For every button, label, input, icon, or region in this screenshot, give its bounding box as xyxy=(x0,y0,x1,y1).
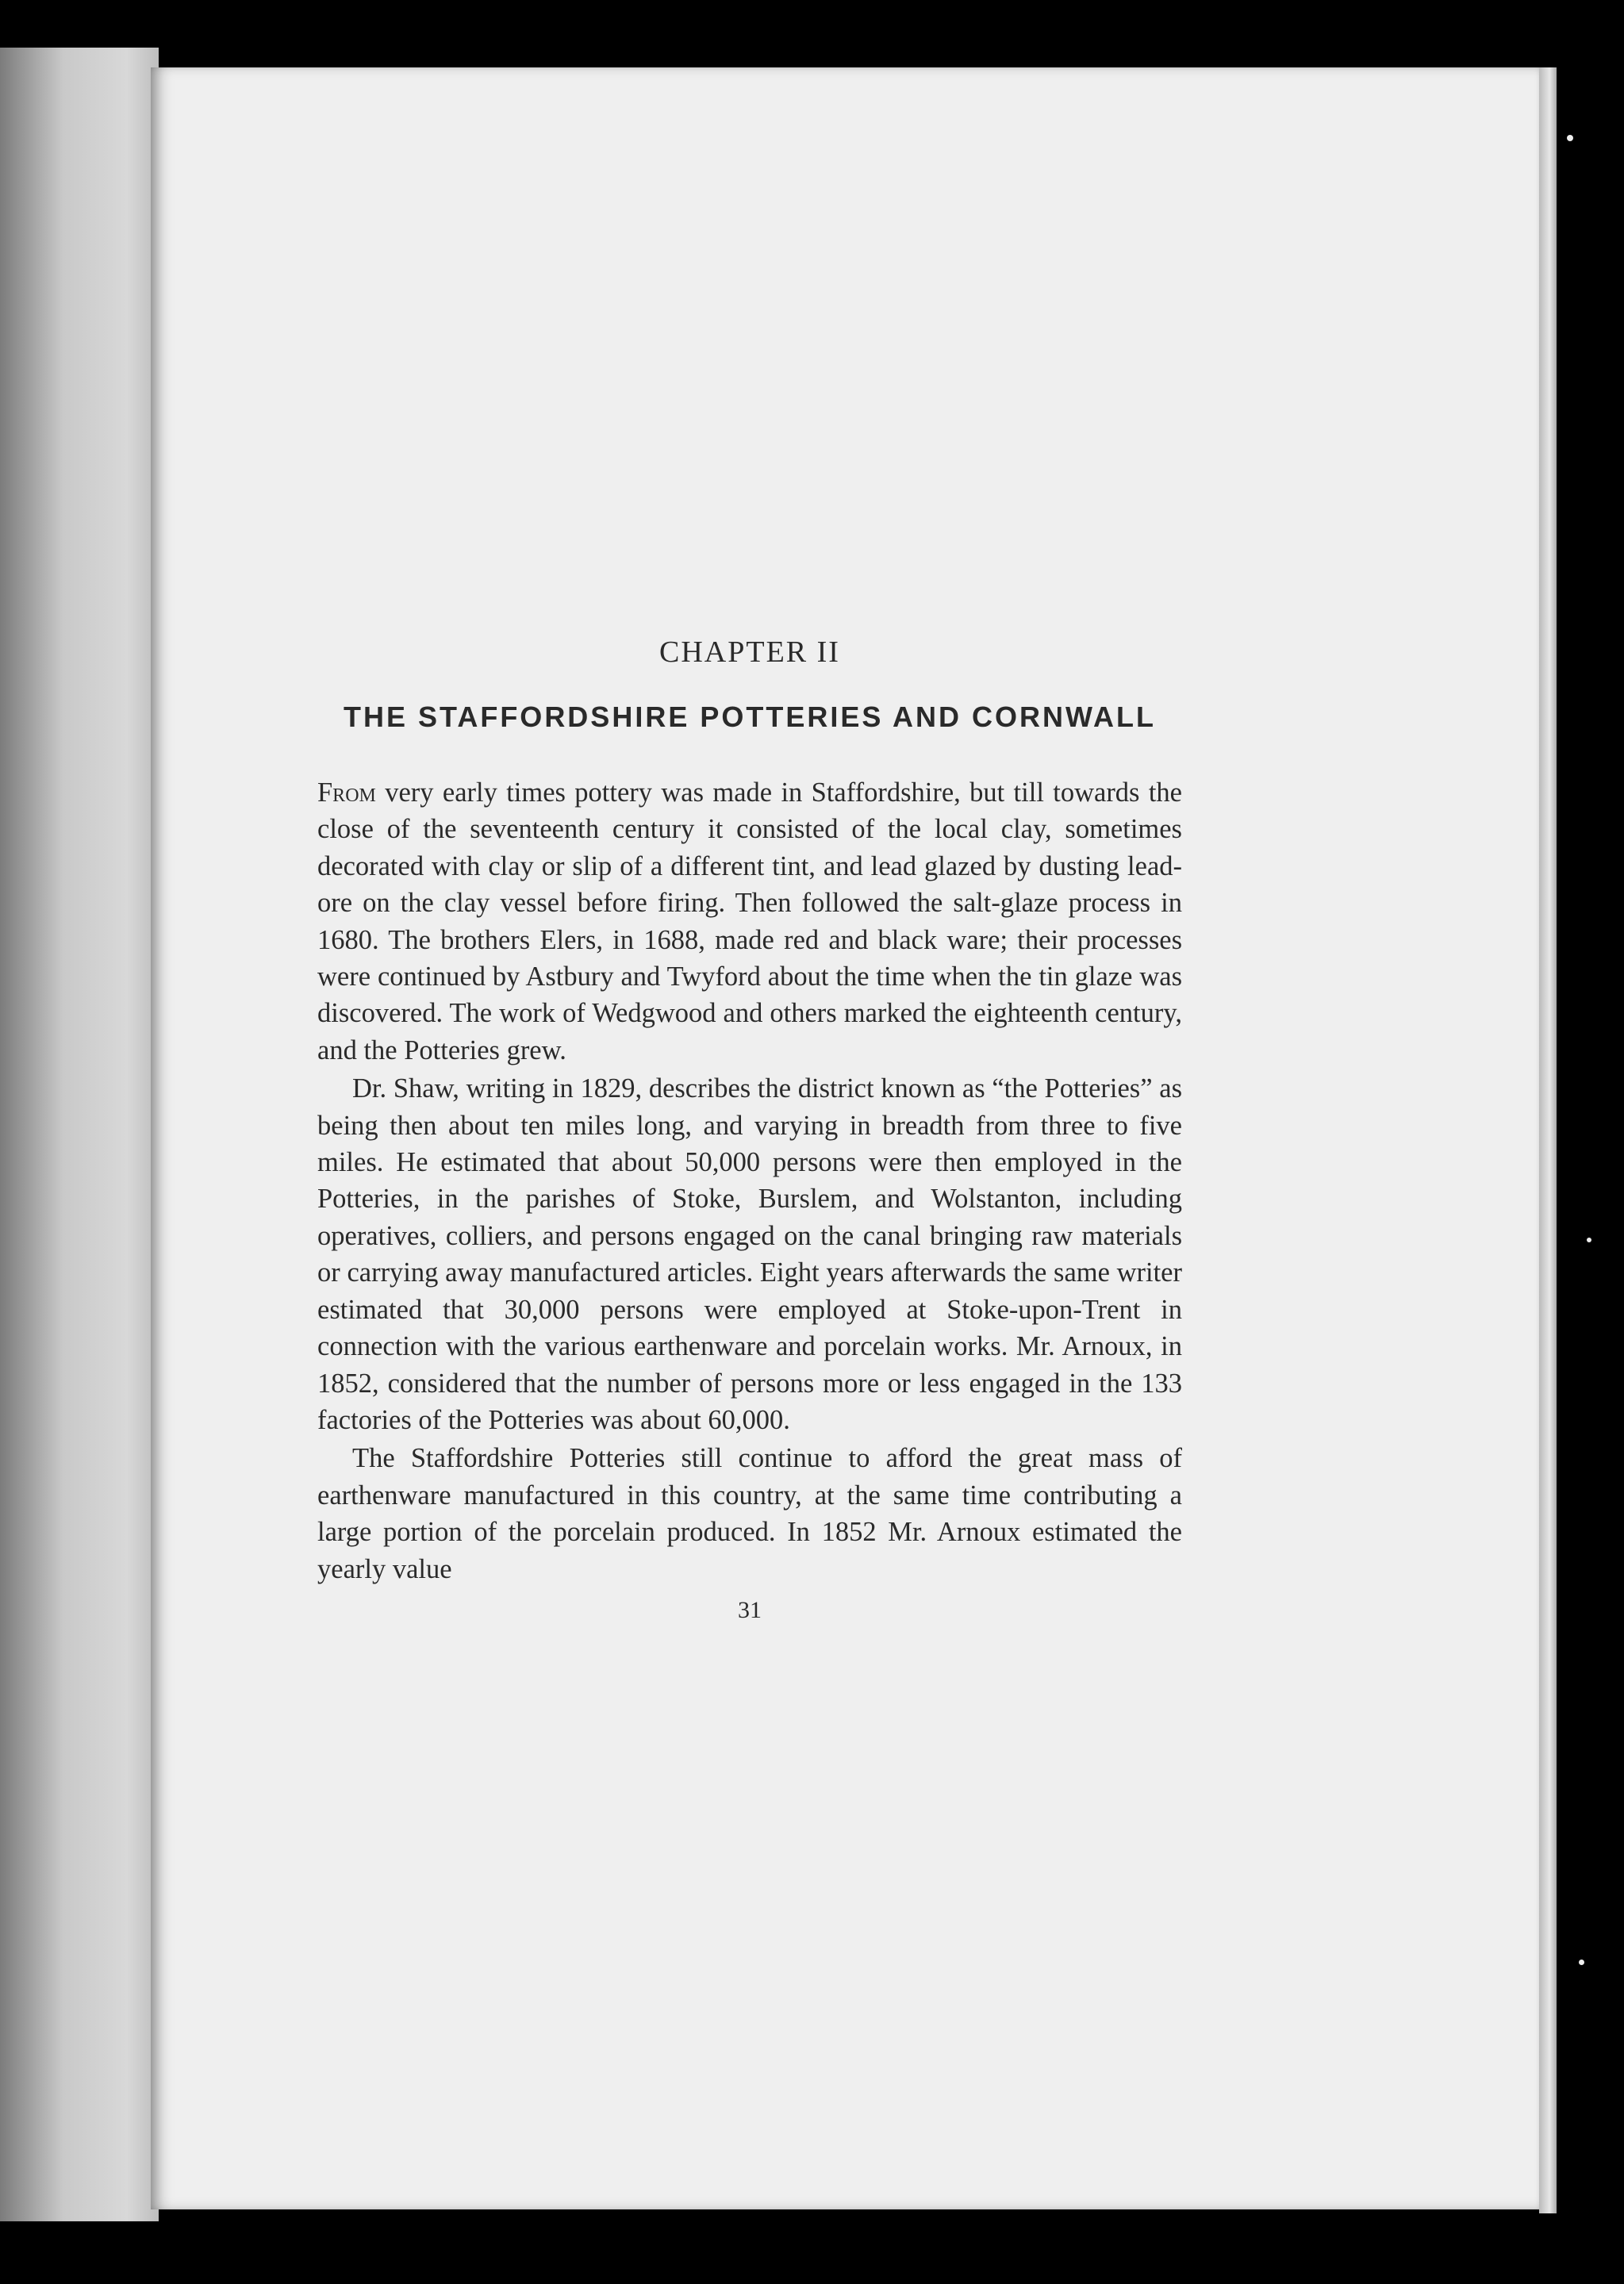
body-paragraph xyxy=(317,1070,1182,1438)
chapter-number: CHAPTER II xyxy=(659,635,840,669)
paragraph-text: Dr. Shaw, writing in 1829, describes the district known as “the Potteries” as being then about ten miles long, and varying in breadth from three to five miles. He estimated that about 50,000 persons were then employed in the Potteries, in the parishes of Stoke, Burslem, and Wolstanton, including operatives, colliers, and persons engaged on the canal bringing raw materials or carrying away manufactured articles. Eight years afterwards the same writer estimated that 30,000 persons were employed at Stoke-upon-Trent in connection with the various earthenware and porcelain works. Mr. Arnoux, in 1852, considered that the number of persons more or less engaged in the 133 factories of the Potteries was about 60,000. xyxy=(317,1073,1182,1435)
paragraph-text: very early times pottery was made in Staffordshire, but till towards the close of the seventeenth century it consisted of the local clay, sometimes decorated with clay or slip of a different tint, and lead glazed by dusting lead-ore on the clay vessel before firing. Then followed the salt-glaze process in 1680. The brothers Elers, in 1688, made red and black ware; their processes were continued by Astbury and Twyford about the time when the tin glaze was discovered. The work of Wedgwood and others marked the eighteenth century, and the Potteries grew. xyxy=(317,777,1182,1065)
page-text xyxy=(317,635,1182,1624)
scan-speck xyxy=(1567,135,1573,141)
facing-page-edge xyxy=(0,48,159,2221)
scan-speck xyxy=(1579,1960,1584,1965)
page-number: 31 xyxy=(738,1596,762,1623)
page-edge xyxy=(1539,67,1557,2213)
paragraph-text: The Staffordshire Potteries still continue to afford the great mass of earthenware manufactured in this country, at the same time contributing a large portion of the porcelain produced. In 1852 Mr. Arnoux estimated the yearly value xyxy=(317,1443,1182,1584)
paragraph-lead-word: From xyxy=(317,777,376,808)
chapter-title: THE STAFFORDSHIRE POTTERIES AND CORNWALL xyxy=(344,701,1156,733)
body-paragraph xyxy=(317,1440,1182,1587)
body-paragraph xyxy=(317,774,1182,1069)
scan-speck xyxy=(1587,1238,1591,1242)
